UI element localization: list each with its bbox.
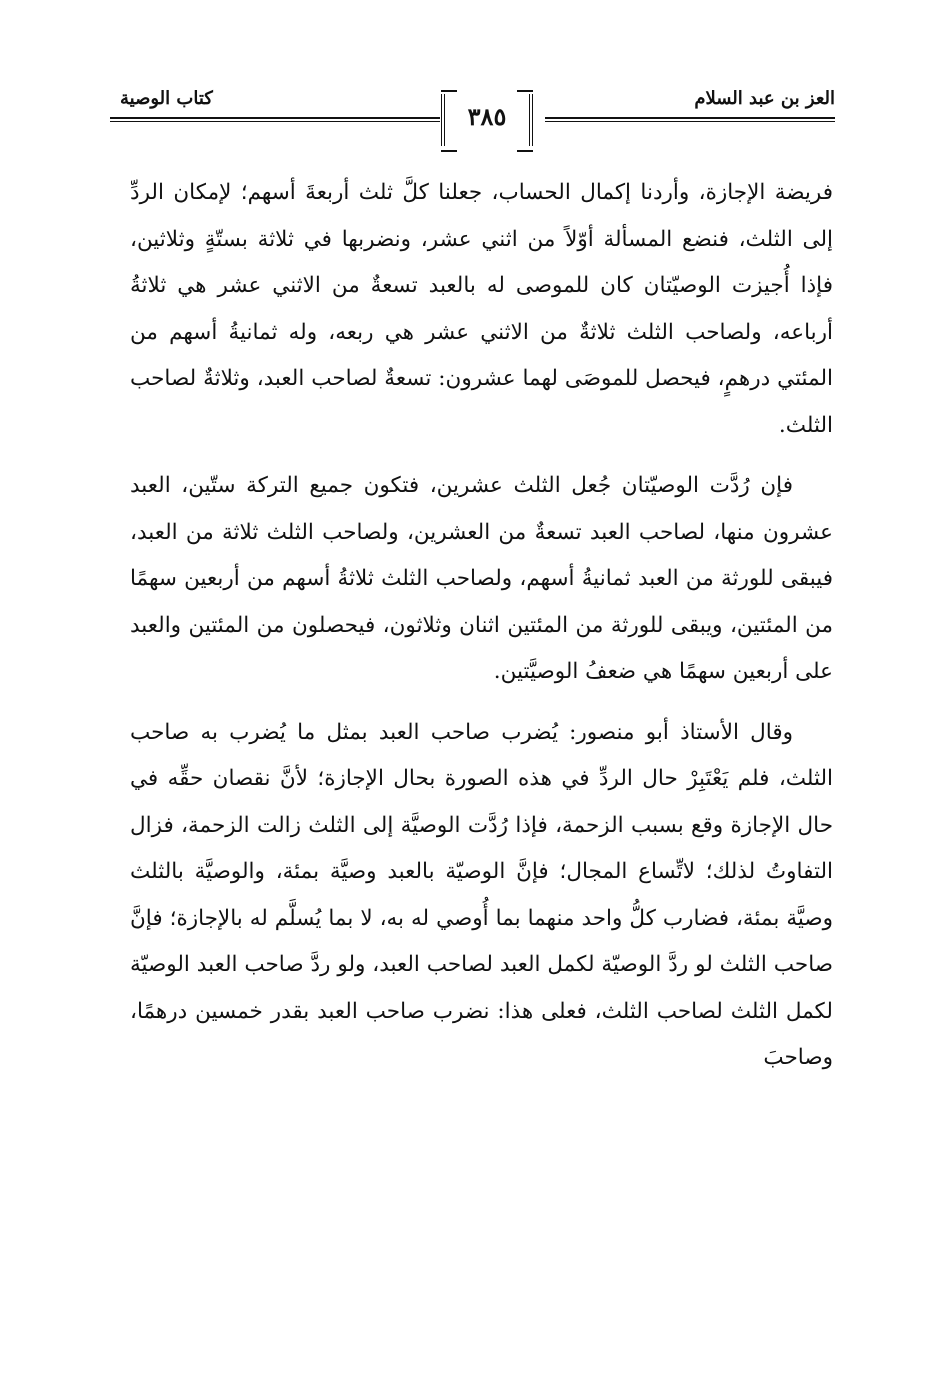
paragraph-1: فريضة الإجازة، وأردنا إكمال الحساب، جعلنا كلَّ ثلث أربعةَ أسهم؛ لإمكان الردِّ إلى الثلث، فنضع المسألة أوّلاً من اثني عشر، ونضربها في ثلاثة بستّةٍ وثلاثين، فإذا أُجيزت الوصيّتان كان للموصى له بالعبد تسعةٌ من الاثني عشر هي ثلاثةُ أرباعه، ولصاحب الثلث ثلاثةٌ من الاثني عشر هي ربعه، وله ثمانيةُ أسهم من المئتي درهمٍ، فيحصل للموصَى لهما عشرون: تسعةٌ لصاحب العبد، وثلاثةٌ لصاحب الثلث. [130, 180, 833, 438]
header-rule-right [545, 117, 835, 122]
page-header [110, 72, 835, 152]
page-number-frame [441, 94, 533, 146]
page-body [130, 170, 833, 1082]
author-title: العز بن عبد السلام [694, 88, 835, 109]
book-section-title: كتاب الوصية [120, 88, 213, 109]
page-number: ٣٨٥ [467, 102, 507, 131]
paragraph-3: وقال الأستاذ أبو منصور: يُضرب صاحب العبد بمثل ما يُضرب به صاحب الثلث، فلم يَعْتَبِرْ حال الردِّ في هذه الصورة بحال الإجازة؛ لأنَّ نقصان حقِّه في حال الإجازة وقع بسبب الزحمة، فإذا رُدَّت الوصيَّة إلى الثلث زالت الزحمة، فزال التفاوتُ لذلك؛ لاتِّساع المجال؛ فإنَّ الوصيّة بالعبد وصيَّة بمئة، والوصيَّة بالثلث وصيَّة بمئة، فضارب كلُّ واحد منهما بما أُوصي له به، لا بما يُسلَّم له بالإجازة؛ فإنَّ صاحب الثلث لو ردَّ الوصيّة لكمل العبد لصاحب العبد، ولو ردَّ صاحب العبد الوصيّة لكمل الثلث لصاحب الثلث، فعلى هذا: نضرب صاحب العبد بقدر خمسين درهمًا، وصاحبَ [130, 719, 833, 1070]
header-rule-left [110, 117, 440, 122]
paragraph-2: فإن رُدَّت الوصيّتان جُعل الثلث عشرين، فتكون جميع التركة ستّين، العبد عشرون منها، لصاحب العبد تسعةٌ من العشرين، ولصاحب الثلث ثلاثة من العبد، فيبقى للورثة من العبد ثمانيةُ أسهم، ولصاحب الثلث ثلاثةُ أسهم من أربعين سهمًا من المئتين، ويبقى للورثة من المئتين اثنان وثلاثون، فيحصلون من المئتين والعبد على أربعين سهمًا هي ضعفُ الوصيَّتين. [130, 473, 833, 684]
